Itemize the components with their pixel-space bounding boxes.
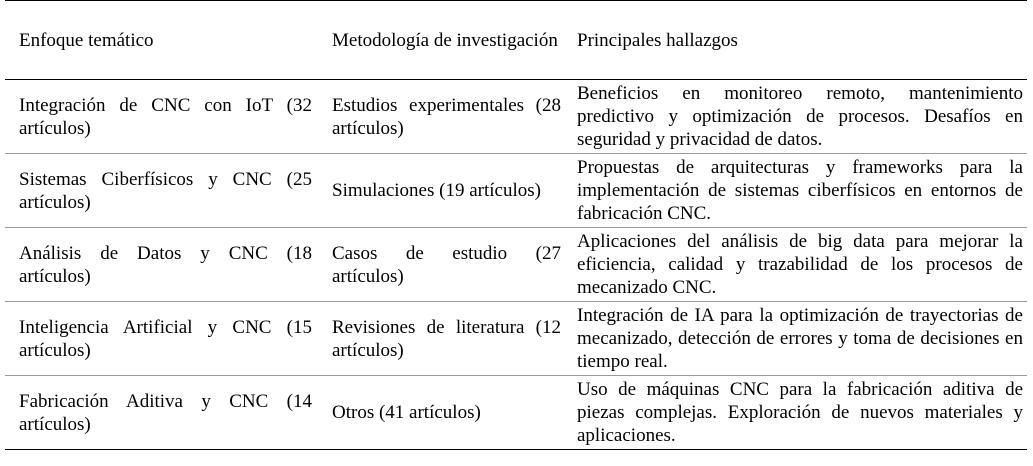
table-row bbox=[5, 154, 1027, 228]
cell-findings: Aplicaciones del análisis de big data para mejorar la eficiencia, calidad y trazabilidad de los procesos de mecanizado CNC. bbox=[567, 228, 1027, 302]
cell-focus: Inteligencia Artificial y CNC (15 artículos) bbox=[5, 302, 318, 376]
cell-methodology: Estudios experimentales (28 artículos) bbox=[318, 80, 567, 154]
table-row bbox=[5, 302, 1027, 376]
cell-focus: Fabricación Aditiva y CNC (14 artículos) bbox=[5, 376, 318, 450]
cell-focus: Sistemas Ciberfísicos y CNC (25 artículos) bbox=[5, 154, 318, 228]
cell-focus: Análisis de Datos y CNC (18 artículos) bbox=[5, 228, 318, 302]
cell-focus: Integración de CNC con IoT (32 artículos) bbox=[5, 80, 318, 154]
cell-methodology: Casos de estudio (27 artículos) bbox=[318, 228, 567, 302]
cell-findings: Beneficios en monitoreo remoto, mantenimiento predictivo y optimización de procesos. Desafíos en seguridad y privacidad de datos. bbox=[567, 80, 1027, 154]
header-methodology: Metodología de investigación bbox=[318, 1, 567, 80]
table-row bbox=[5, 228, 1027, 302]
header-focus: Enfoque temático bbox=[5, 1, 318, 80]
thematic-review-table bbox=[5, 0, 1027, 450]
cell-methodology: Revisiones de literatura (12 artículos) bbox=[318, 302, 567, 376]
cell-methodology: Simulaciones (19 artículos) bbox=[318, 154, 567, 228]
table-header-row bbox=[5, 1, 1027, 80]
cell-methodology: Otros (41 artículos) bbox=[318, 376, 567, 450]
table-row bbox=[5, 80, 1027, 154]
cell-findings: Uso de máquinas CNC para la fabricación aditiva de piezas complejas. Exploración de nuevos materiales y aplicaciones. bbox=[567, 376, 1027, 450]
header-findings: Principales hallazgos bbox=[567, 1, 1027, 80]
cell-findings: Propuestas de arquitecturas y frameworks para la implementación de sistemas ciberfísicos en entornos de fabricación CNC. bbox=[567, 154, 1027, 228]
cell-findings: Integración de IA para la optimización de trayectorias de mecanizado, detección de errores y toma de decisiones en tiempo real. bbox=[567, 302, 1027, 376]
table-row bbox=[5, 376, 1027, 450]
